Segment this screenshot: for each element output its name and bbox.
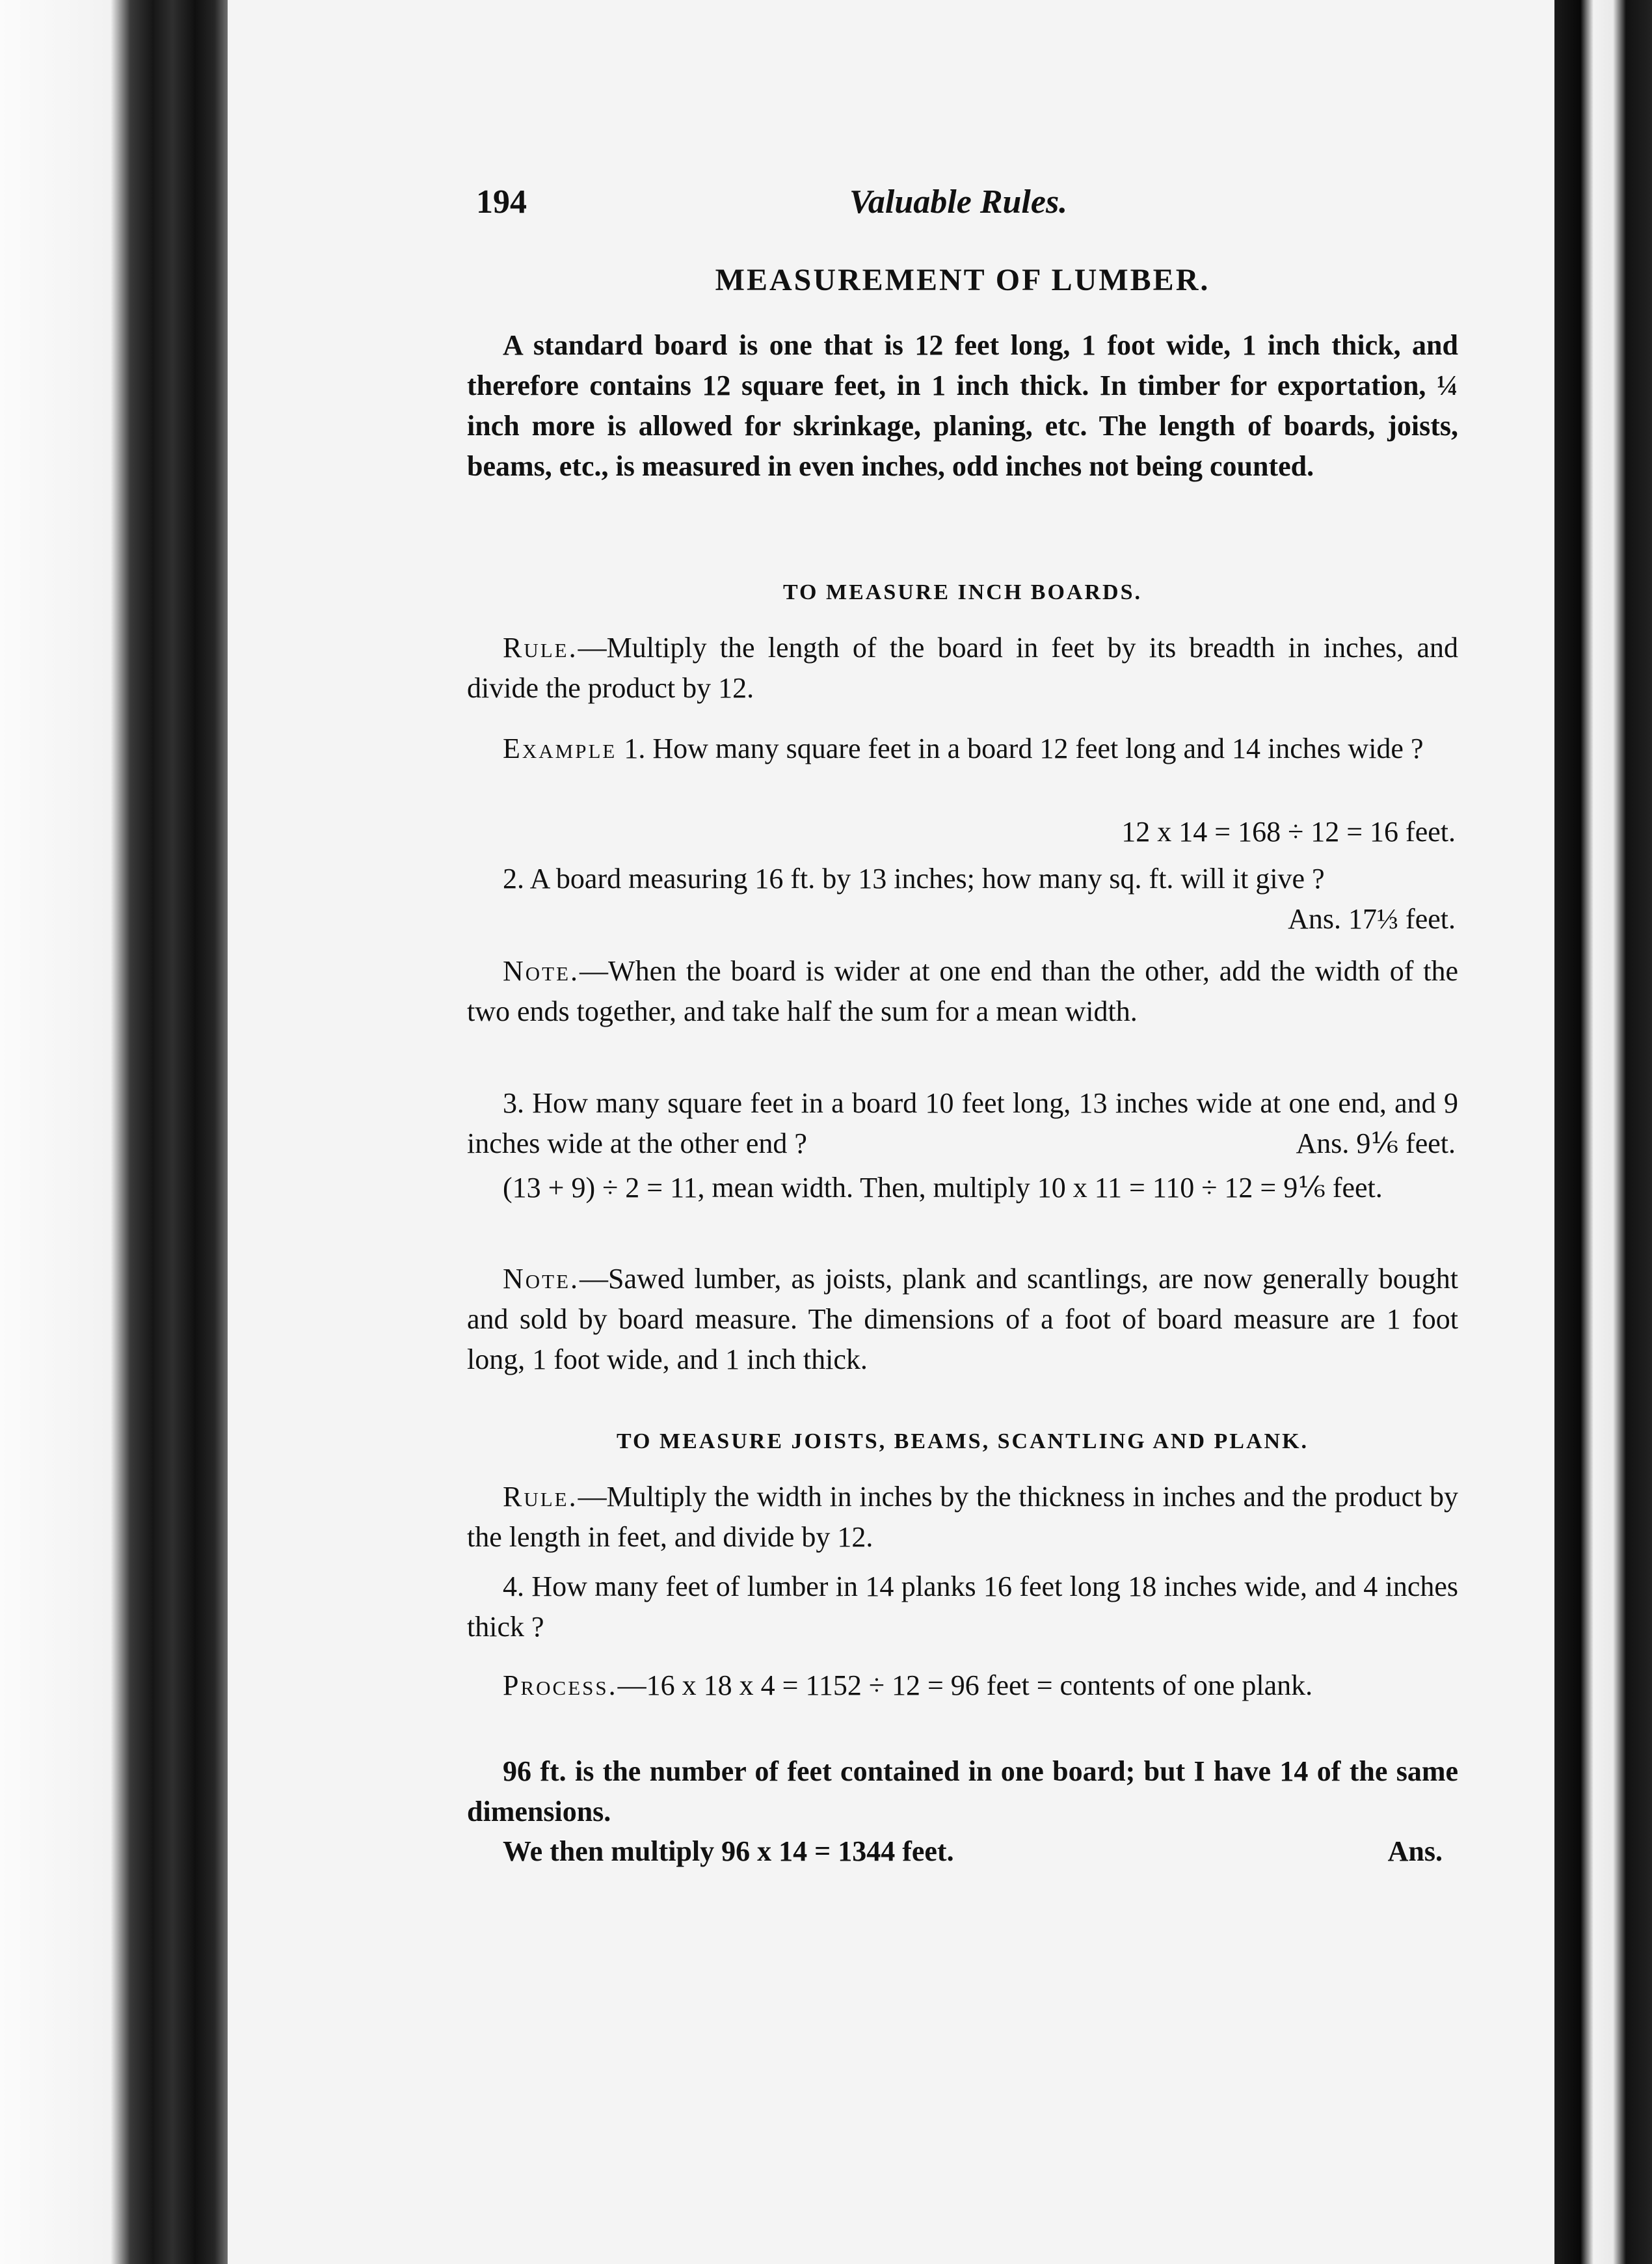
rule-label: Rule.	[503, 1481, 578, 1513]
line-96-paragraph: 96 ft. is the number of feet contained in one board; but I have 14 of the same dimensions.	[467, 1755, 1458, 1827]
note-2-paragraph	[467, 1259, 1458, 1380]
note-label: Note.	[503, 955, 580, 987]
intro-paragraph: A standard board is one that is 12 feet long, 1 foot wide, 1 inch thick, and therefore contains 12 square feet, in 1 inch thick. In timber for exportation, ¼ inch more is allowed for skrinkage, planing, etc. The length of boards, joists, beams, etc., is measured in even inches, odd inches not being counted.	[467, 329, 1458, 482]
process-paragraph	[467, 1665, 1458, 1706]
example-1-calculation: 12 x 14 = 168 ÷ 12 = 16 feet.	[1121, 816, 1456, 848]
note-label: Note.	[503, 1263, 580, 1295]
question-2-paragraph	[467, 859, 1458, 899]
note-text: —Sawed lumber, as joists, plank and scantlings, are now generally bought and sold by board measure. The dimensions of a foot of board measure are 1 foot long, 1 foot wide, and 1 inch thick.	[467, 1263, 1458, 1375]
final-text: We then multiply 96 x 14 = 1344 feet.	[503, 1835, 954, 1867]
question-4-paragraph: 4. How many feet of lumber in 14 planks 16 feet long 18 inches wide, and 4 inches thick ?	[467, 1570, 1458, 1643]
question-3-calculation: (13 + 9) ÷ 2 = 11, mean width. Then, multiply 10 x 11 = 110 ÷ 12 = 9⅙ feet.	[503, 1172, 1383, 1204]
final-answer: Ans.	[1387, 1835, 1443, 1867]
section-heading-joists: TO MEASURE JOISTS, BEAMS, SCANTLING AND PLANK.	[616, 1429, 1309, 1453]
question-2-answer: Ans. 17⅓ feet.	[1288, 903, 1456, 935]
question-3-text: 3. How many square feet in a board 10 feet long, 13 inches wide at one end, and 9 inches wide at the other end ?	[467, 1087, 1458, 1159]
note-1-paragraph	[467, 951, 1458, 1032]
facing-page-edge	[1554, 0, 1652, 2264]
process-text: —16 x 18 x 4 = 1152 ÷ 12 = 96 feet = contents of one plank.	[617, 1669, 1313, 1701]
running-title: Valuable Rules.	[849, 183, 1068, 221]
running-head	[467, 182, 1458, 228]
example-1-paragraph	[467, 729, 1458, 769]
page-number: 194	[476, 183, 527, 221]
process-label: Process.	[503, 1669, 618, 1701]
rule-paragraph-1	[467, 628, 1458, 708]
final-line	[467, 1831, 1443, 1872]
rule-paragraph-2	[467, 1477, 1458, 1557]
question-2-text: 2. A board measuring 16 ft. by 13 inches; how many sq. ft. will it give ?	[503, 863, 1325, 895]
page-title: MEASUREMENT OF LUMBER.	[715, 263, 1210, 297]
section-heading-inch-boards: TO MEASURE INCH BOARDS.	[782, 580, 1142, 604]
book-spine-shadow	[0, 0, 228, 2264]
note-text: —When the board is wider at one end than the other, add the width of the two ends together, and take half the sum for a mean width.	[467, 955, 1458, 1027]
rule-text: —Multiply the width in inches by the thickness in inches and the product by the length in feet, and divide by 12.	[467, 1481, 1458, 1553]
question-3-answer: Ans. 9⅙ feet.	[1296, 1127, 1456, 1159]
rule-text: —Multiply the length of the board in feet by its breadth in inches, and divide the product by 12.	[467, 632, 1458, 704]
rule-label: Rule.	[503, 632, 578, 664]
example-label: Example	[503, 733, 617, 764]
example-text: 1. How many square feet in a board 12 feet long and 14 inches wide ?	[617, 733, 1424, 764]
